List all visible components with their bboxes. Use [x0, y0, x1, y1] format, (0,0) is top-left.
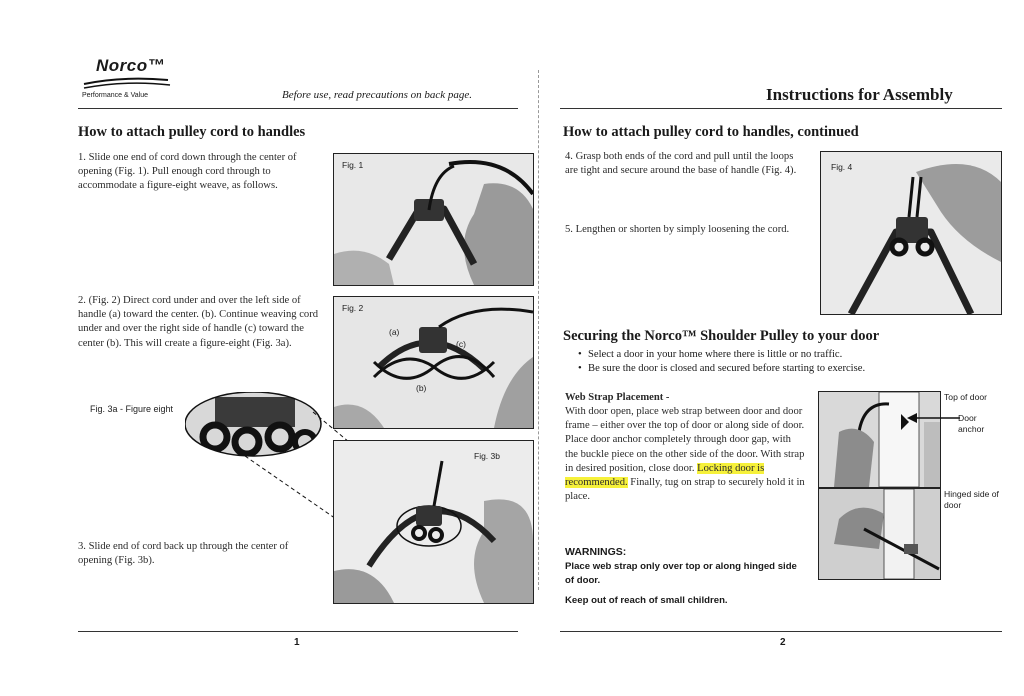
- footer-rule-right: [560, 631, 1002, 632]
- precaution-note: Before use, read precautions on back page.: [282, 89, 473, 101]
- callout-door-anchor: Door anchor: [958, 413, 985, 434]
- hinged-side-figure: [818, 488, 941, 580]
- norco-logo: [82, 56, 182, 102]
- hinged-side-illustration: [819, 489, 940, 579]
- door-heading: Securing the Norco™ Shoulder Pulley to your door: [563, 328, 880, 344]
- step-4-text: 4. Grasp both ends of the cord and pull until the loops are tight and secure around the base of handle (Fig. 4).: [565, 151, 797, 177]
- web-strap-text-part2: Finally, tug on strap to securely hold it in place.: [565, 477, 805, 503]
- bullet-item: • Be sure the door is closed and secured before starting to exercise.: [578, 362, 978, 376]
- fig2-label: Fig. 2: [342, 303, 364, 313]
- page-title: Instructions for Assembly: [766, 85, 953, 104]
- cord-through-opening-illustration: [334, 441, 533, 603]
- step-1-text: 1. Slide one end of cord down through the center of opening (Fig. 1). Pull enough cord through to accommodate a figure-eight weave, as follows.: [78, 152, 297, 192]
- logo-swoosh-icon: [82, 74, 172, 90]
- figure-eight-weave-illustration: [334, 297, 533, 428]
- fig3a-label: Fig. 3a - Figure eight: [90, 404, 174, 414]
- warnings-heading: WARNINGS:: [565, 546, 627, 558]
- figure-3b: [333, 440, 534, 604]
- callout-hinged-side: Hinged side of door: [944, 489, 999, 510]
- page-number-right: 2: [780, 637, 786, 648]
- step-2-text: 2. (Fig. 2) Direct cord under and over the left side of handle (a) toward the center. (b). Continue weaving cord under and over the right side of handle (c) toward the center (b). This will create a figure-eight (Fig. 3a).: [78, 295, 319, 349]
- fig2-label-a: (a): [389, 327, 400, 337]
- header-rule-left: [78, 108, 518, 109]
- fig3a-callout-graphic: [185, 392, 355, 537]
- step-5-text: 5. Lengthen or shorten by simply loosening the cord.: [565, 224, 790, 235]
- web-strap-highlight: Locking door is recommended.: [565, 462, 765, 489]
- fig2-label-b: (b): [416, 383, 427, 393]
- bullet-item: • Select a door in your home where there is little or no traffic.: [578, 348, 978, 362]
- fig3b-label: Fig. 3b: [474, 451, 500, 461]
- handle-cord-fig1-illustration: [334, 154, 533, 285]
- page-number-left: 1: [294, 637, 300, 648]
- warning-1: Place web strap only over top or along hinged side of door.: [565, 561, 797, 586]
- figure-1: [333, 153, 534, 286]
- fig2-label-c: (c): [456, 339, 466, 349]
- step-3-text: 3. Slide end of cord back up through the center of opening (Fig. 3b).: [78, 541, 289, 567]
- logo-wordmark: Norco™: [96, 56, 166, 75]
- callout-top-of-door: Top of door: [944, 392, 987, 402]
- web-strap-text-part1: With door open, place web strap between door and door frame – either over the top of door or along side of door. Place door anchor completely through door gap, with the buckle piece on the other side of the door. With strap in desired position, close door.: [565, 406, 805, 474]
- header-rule-right: [560, 108, 1002, 109]
- logo-tagline: Performance & Value: [82, 92, 149, 99]
- arrow-callout-icon: [905, 404, 965, 430]
- warning-2: Keep out of reach of small children.: [565, 595, 728, 606]
- figure-4: [820, 151, 1002, 315]
- web-strap-heading: Web Strap Placement -: [565, 392, 670, 403]
- door-bullets: [578, 348, 978, 376]
- page-divider: [538, 70, 539, 590]
- fig1-label: Fig. 1: [342, 160, 364, 170]
- fig4-label: Fig. 4: [831, 162, 853, 172]
- figure-2: [333, 296, 534, 429]
- tightened-cord-illustration: [821, 152, 1001, 314]
- web-strap-text: [565, 405, 805, 504]
- left-heading: How to attach pulley cord to handles: [78, 124, 306, 140]
- footer-rule-left: [78, 631, 518, 632]
- right-heading: How to attach pulley cord to handles, continued: [563, 124, 859, 140]
